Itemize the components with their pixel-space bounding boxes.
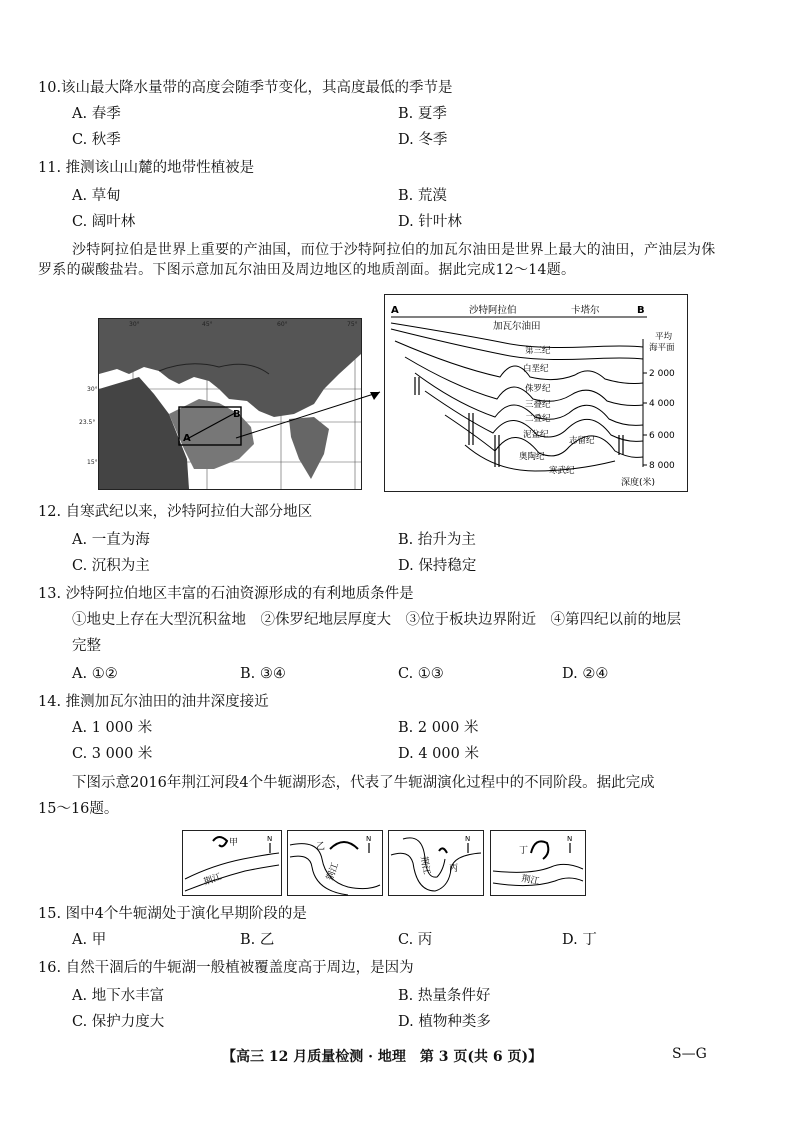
q10-option-b: B. 夏季: [398, 106, 447, 122]
q13-option-a: A. ①②: [72, 666, 118, 682]
q16-option-a: A. 地下水丰富: [72, 988, 165, 1004]
layer-cambrian: 寒武纪: [549, 466, 575, 476]
depth-8000: 8 000: [649, 461, 675, 471]
river-label-bing: 荆江: [418, 855, 432, 876]
q12-option-a: A. 一直为海: [72, 532, 150, 548]
q15-option-d: D. 丁: [562, 932, 597, 948]
map-lon-75: 75°: [347, 321, 358, 328]
map-point-a: A: [183, 433, 191, 444]
q13-conditions: ①地史上存在大型沉积盆地 ②侏罗纪地层厚度大 ③位于板块边界附近 ④第四纪以前的地层: [72, 612, 681, 628]
inset-connector-arrow: [230, 380, 390, 450]
map-lon-30: 30°: [129, 321, 140, 328]
q11-option-a: A. 草甸: [72, 188, 121, 204]
oxbow-panel-ding: [490, 830, 586, 896]
lake-label-yi: 乙: [316, 842, 326, 852]
intro-paragraph-15-16: 下图示意2016年荆江河段4个牛轭湖形态，代表了牛轭湖演化过程中的不同阶段。据此完成: [72, 775, 655, 791]
geological-cross-section: [384, 294, 688, 492]
sea-level-label-2: 海平面: [649, 343, 675, 353]
q13-option-d: D. ②④: [562, 666, 609, 682]
river-label-yi: 荆江: [325, 861, 341, 883]
q15-stem: 15. 图中4个牛轭湖处于演化早期阶段的是: [38, 906, 307, 922]
layer-devonian: 泥盆纪: [523, 430, 549, 440]
q10-stem: 10.该山最大降水量带的高度会随季节变化，其高度最低的季节是: [38, 80, 453, 96]
q14-stem: 14. 推测加瓦尔油田的油井深度接近: [38, 694, 269, 710]
q12-stem: 12. 自寒武纪以来，沙特阿拉伯大部分地区: [38, 504, 313, 520]
layer-ordovician: 奥陶纪: [519, 452, 545, 462]
lake-label-bing: 丙: [449, 864, 459, 874]
map-lat-23-5: 23.5°: [79, 419, 96, 426]
depth-6000: 6 000: [649, 431, 675, 441]
q13-option-b: B. ③④: [240, 666, 286, 682]
map-lon-60: 60°: [277, 321, 288, 328]
q10-option-a: A. 春季: [72, 106, 121, 122]
page-footer: 【高三 12 月质量检测 · 地理 第 3 页(共 6 页)】: [222, 1049, 543, 1065]
intro-paragraph-12-14: 沙特阿拉伯是世界上重要的产油国，而位于沙特阿拉伯的加瓦尔油田是世界上最大的油田，产油层为侏罗系的碳酸盐岩。下图示意加瓦尔油田及周边地区的地质剖面。据此完成12～14题。: [38, 242, 716, 278]
q16-option-d: D. 植物种类多: [398, 1014, 491, 1030]
north-arrow-jia: N: [267, 835, 273, 843]
q15-option-a: A. 甲: [72, 932, 107, 948]
layer-triassic: 三叠纪: [525, 400, 551, 410]
sea-level-label-1: 平均: [655, 332, 673, 342]
q14-option-d: D. 4 000 米: [398, 746, 479, 762]
q11-option-d: D. 针叶林: [398, 214, 462, 230]
q12-option-d: D. 保持稳定: [398, 558, 477, 574]
map-lat-15: 15°: [87, 459, 98, 466]
depth-axis-label: 深度(米): [621, 478, 656, 488]
oxbow-panel-yi: [287, 830, 383, 896]
q16-stem: 16. 自然干涸后的牛轭湖一般植被覆盖度高于周边，是因为: [38, 960, 414, 976]
map-lat-30: 30°: [87, 386, 98, 393]
q10-option-d: D. 冬季: [398, 132, 448, 148]
depth-4000: 4 000: [649, 399, 675, 409]
q12-option-b: B. 抬升为主: [398, 532, 476, 548]
north-arrow-ding: N: [567, 835, 573, 843]
q14-option-a: A. 1 000 米: [72, 720, 153, 736]
river-label-ding: 荆江: [520, 874, 540, 888]
layer-silurian: 志留纪: [569, 436, 595, 446]
north-arrow-bing: N: [465, 835, 471, 843]
layer-cretaceous: 白垩纪: [523, 364, 549, 374]
q10-option-c: C. 秋季: [72, 132, 121, 148]
oxbow-panel-jia: [182, 830, 282, 896]
oxbow-panel-bing: [388, 830, 484, 896]
q16-option-b: B. 热量条件好: [398, 988, 491, 1004]
label-saudi-arabia: 沙特阿拉伯: [469, 305, 517, 316]
q11-stem: 11. 推测该山山麓的地带性植被是: [38, 160, 255, 176]
q14-option-c: C. 3 000 米: [72, 746, 153, 762]
q13-option-c: C. ①③: [398, 666, 444, 682]
map-point-b: B: [233, 409, 241, 420]
depth-2000: 2 000: [649, 369, 675, 379]
q14-option-b: B. 2 000 米: [398, 720, 479, 736]
q16-option-c: C. 保护力度大: [72, 1014, 165, 1030]
north-arrow-yi: N: [366, 835, 372, 843]
lake-label-jia: 甲: [229, 838, 239, 848]
label-ghawar-field: 加瓦尔油田: [493, 321, 541, 332]
river-label-jia: 荆江: [202, 872, 223, 888]
layer-jurassic: 侏罗纪: [525, 384, 551, 394]
lake-label-ding: 丁: [519, 846, 529, 856]
q15-option-b: B. 乙: [240, 932, 275, 948]
q13-stem: 13. 沙特阿拉伯地区丰富的石油资源形成的有利地质条件是: [38, 586, 414, 602]
section-end-a: A: [391, 305, 399, 316]
intro-paragraph-15-16-cont: 15～16题。: [38, 801, 119, 817]
map-lon-45: 45°: [202, 321, 213, 328]
q12-option-c: C. 沉积为主: [72, 558, 150, 574]
q15-option-c: C. 丙: [398, 932, 433, 948]
layer-permian: 二叠纪: [525, 414, 551, 424]
q11-option-c: C. 阔叶林: [72, 214, 136, 230]
layer-tertiary: 第三纪: [525, 346, 551, 356]
q13-conditions-cont: 完整: [72, 638, 101, 654]
label-qatar: 卡塔尔: [571, 305, 600, 316]
q11-option-b: B. 荒漠: [398, 188, 447, 204]
section-end-b: B: [637, 305, 645, 316]
paper-code: S—G: [672, 1046, 707, 1062]
